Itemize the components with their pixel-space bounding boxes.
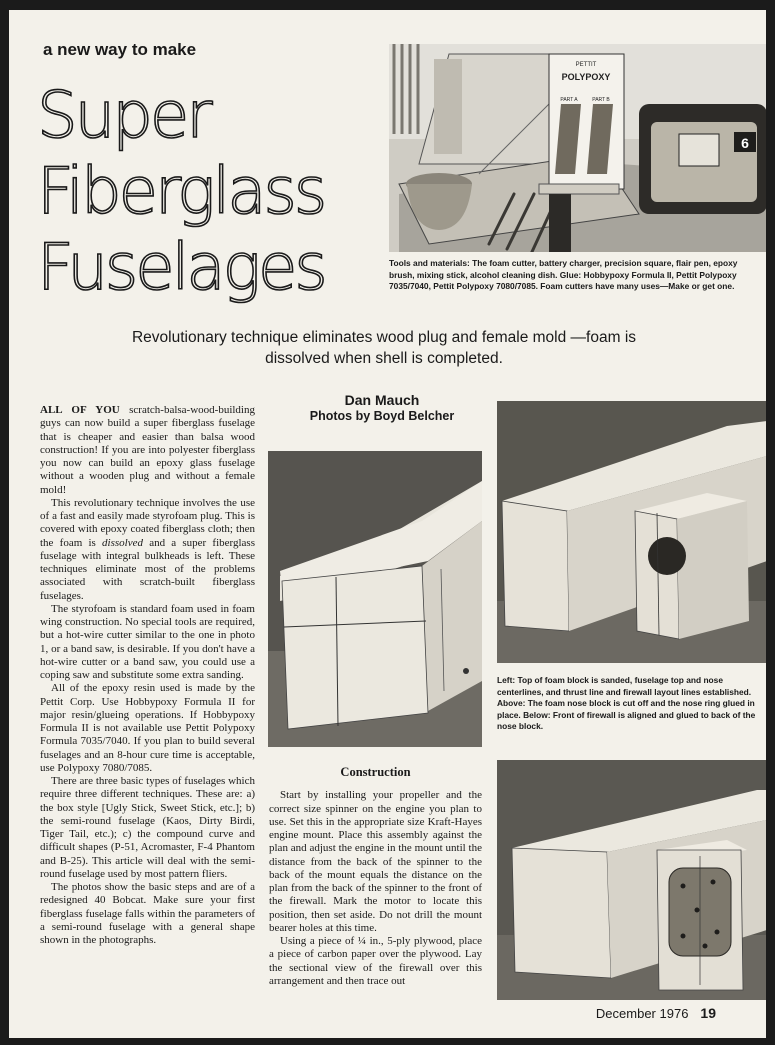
- tools-photo: [389, 44, 766, 252]
- issue-date: December 1976: [595, 1006, 689, 1021]
- folio: [596, 1005, 716, 1021]
- paragraph: This revolutionary technique involves the use of a fast and easily made styrofoam plug. This is covered with epoxy coated fiberglass cloth; then the foam is dissolved and a super fiberglass fuselage with integral bulkheads is left. These techniques eliminate most of the problems associated with scratch-built fiberglass fuselages.: [40, 496, 255, 602]
- paragraph: Start by installing your propeller and the correct size spinner on the engine you plan to use. Set this in the appropriate size Kraft-Hayes engine mount. Place this assembly against the plan and adjust the engine in the mount until the distance from the back of the spinner to the back of the mount equals the distance on the plan from the back of the spinner to the front of the firewall. Mark the motor to locate this position, then set aside. Do not drill the mount bearer holes at this time.: [269, 789, 482, 934]
- paragraph: Using a piece of ¼ in., 5-ply plywood, place a piece of carbon paper over the plywood. Lay the sectional view of the firewall over this arrangement and then trace out: [269, 935, 482, 987]
- byline-photos: Photos by Boyd Belcher: [309, 409, 455, 423]
- charger-digit: 6: [741, 135, 749, 151]
- byline-author: Dan Mauch: [344, 392, 420, 408]
- paragraph: The photos show the basic steps and are of a redesigned 40 Bobcat. Make sure your first fiberglass fuselage falls within the parameters of a semi-round fuselage with a general shape shown in the photographs.: [40, 881, 255, 946]
- paragraph: There are three basic types of fuselages which require three different techniques. These are: a) the box style [Ugly Stick, Sweet Stick, etc.]; b) the semi-round fuselage (Kaos, Dirty Birdi, Tiger Tail, etc.); c) the compound curve and difficult shapes (P-51, Acromaster, F-4 Phantom and B-25). This article will deal with the semi-round fuselage used by most pattern fliers.: [40, 775, 255, 880]
- product-part-b: PART B: [592, 97, 610, 103]
- foam-block-photo: [268, 451, 482, 747]
- kicker: a new way to make: [43, 40, 197, 59]
- body-column-middle: [269, 766, 482, 988]
- paragraph-intro: ALL OF YOU scratch-balsa-wood-building guys can now build a super fiberglass fuselage that is cheaper and easier than balsa wood construction! If you are into polyester fiberglass you now can build an epoxy glass fuselage without a wooden plug and without a female mold!: [40, 404, 255, 496]
- product-brand: PETTIT: [575, 62, 597, 68]
- product-name: POLYPOXY: [561, 72, 611, 82]
- body-column-left: [40, 404, 255, 947]
- paragraph: The styrofoam is standard foam used in foam wing construction. No special tools are required, but a hot-wire cutter similar to the one in photo 1, or a band saw, is desirable. If you don't have a hot-wire cutter or a band saw, you could use a coping saw and substitute some extra sanding.: [40, 602, 255, 681]
- page-number: 19: [700, 1005, 716, 1021]
- lead-in: ALL OF YOU: [40, 404, 120, 416]
- article-deck: Revolutionary technique eliminates wood plug and female mold —foam is dissolved when shell is completed.: [131, 329, 637, 367]
- nose-block-photo: [497, 401, 766, 663]
- foam-caption: Left: Top of foam block is sanded, fuselage top and nose centerlines, and thrust line and firewall layout lines established. Above: The foam nose block is cut off and the nose ring glued in place. Below: Front of firewall is aligned and glued to back of the nose block.: [497, 675, 756, 731]
- article-title: Super Fiberglass Fuselages: [37, 79, 325, 305]
- section-heading: Construction: [340, 765, 411, 779]
- tools-caption: Tools and materials: The foam cutter, battery charger, precision square, flair pen, epoxy brush, mixing stick, alcohol cleaning dish. Glue: Hobbypoxy Formula II, Pettit Polypoxy 7035/7040, Pettit Polypoxy 7080/7085. Foam cutters have many uses—Make or get one.: [389, 258, 738, 291]
- paragraph: All of the epoxy resin used is made by the Pettit Corp. Use Hobbypoxy Formula II for major resin/glueing operations. If Hobbypoxy Formula II is not available use Pettit Polypoxy Formula 7035/7040. If you plan to build several fuselages and an 8-hour cure time is acceptable, use Polypoxy 7080/7085.: [40, 682, 255, 774]
- product-part-a: PART A: [560, 97, 578, 103]
- magazine-page: [9, 10, 766, 1038]
- emphasis: dissolved: [102, 536, 143, 549]
- firewall-photo: [497, 760, 766, 1000]
